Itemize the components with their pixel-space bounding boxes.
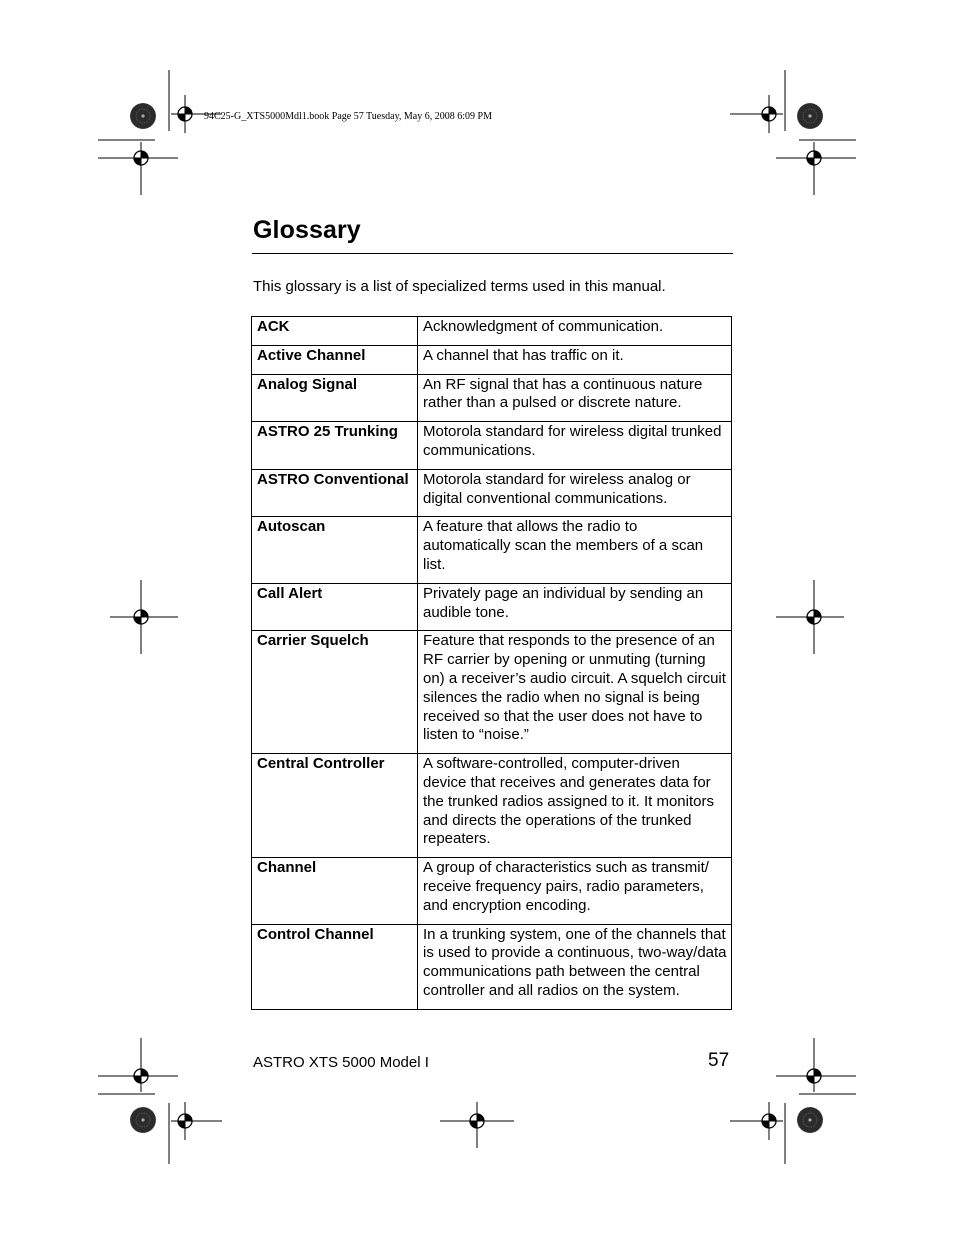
glossary-term: ASTRO Conventional (252, 469, 418, 517)
glossary-definition: Motorola standard for wireless digital trunked communications. (418, 422, 732, 470)
page-number: 57 (708, 1050, 730, 1071)
title-rule (252, 253, 733, 254)
glossary-definition: A software-controlled, computer-driven device that receives and generates data for the trunked radios assigned to it. It monitors and directs the operations of the trunked repeaters. (418, 754, 732, 858)
glossary-row (252, 469, 732, 517)
glossary-definition: Motorola standard for wireless analog or digital conventional communications. (418, 469, 732, 517)
glossary-definition: Acknowledgment of communication. (418, 317, 732, 346)
glossary-row (252, 631, 732, 754)
intro-text: This glossary is a list of specialized terms used in this manual. (253, 278, 666, 295)
glossary-table (251, 316, 732, 1010)
glossary-body (252, 317, 732, 1010)
glossary-definition: A channel that has traffic on it. (418, 345, 732, 374)
glossary-term: Channel (252, 858, 418, 924)
glossary-term: ASTRO 25 Trunking (252, 422, 418, 470)
glossary-row (252, 422, 732, 470)
glossary-definition: An RF signal that has a continuous nature rather than a pulsed or discrete nature. (418, 374, 732, 422)
glossary-row (252, 317, 732, 346)
glossary-row (252, 858, 732, 924)
glossary-row (252, 517, 732, 583)
glossary-definition: In a trunking system, one of the channels that is used to provide a continuous, two-way/data communications path between the central controller and all radios on the system. (418, 924, 732, 1009)
glossary-row (252, 583, 732, 631)
glossary-term: Active Channel (252, 345, 418, 374)
glossary-term: Analog Signal (252, 374, 418, 422)
footer-product: ASTRO XTS 5000 Model I (253, 1054, 429, 1071)
glossary-term: Call Alert (252, 583, 418, 631)
glossary-row (252, 754, 732, 858)
glossary-term: Control Channel (252, 924, 418, 1009)
glossary-row (252, 374, 732, 422)
glossary-term: Carrier Squelch (252, 631, 418, 754)
book-slug: 94C25-G_XTS5000Mdl1.book Page 57 Tuesday, May 6, 2008 6:09 PM (204, 111, 492, 122)
glossary-term: ACK (252, 317, 418, 346)
glossary-row (252, 924, 732, 1009)
glossary-definition: Privately page an individual by sending an audible tone. (418, 583, 732, 631)
glossary-definition: A group of characteristics such as transmit/ receive frequency pairs, radio parameters, and encryption encoding. (418, 858, 732, 924)
glossary-definition: Feature that responds to the presence of an RF carrier by opening or unmuting (turning on) a receiver’s audio circuit. A squelch circuit silences the radio when no signal is being received so that the user does not have to listen to “noise.” (418, 631, 732, 754)
glossary-definition: A feature that allows the radio to automatically scan the members of a scan list. (418, 517, 732, 583)
page-title: Glossary (253, 216, 361, 244)
glossary-row (252, 345, 732, 374)
glossary-term: Central Controller (252, 754, 418, 858)
glossary-term: Autoscan (252, 517, 418, 583)
